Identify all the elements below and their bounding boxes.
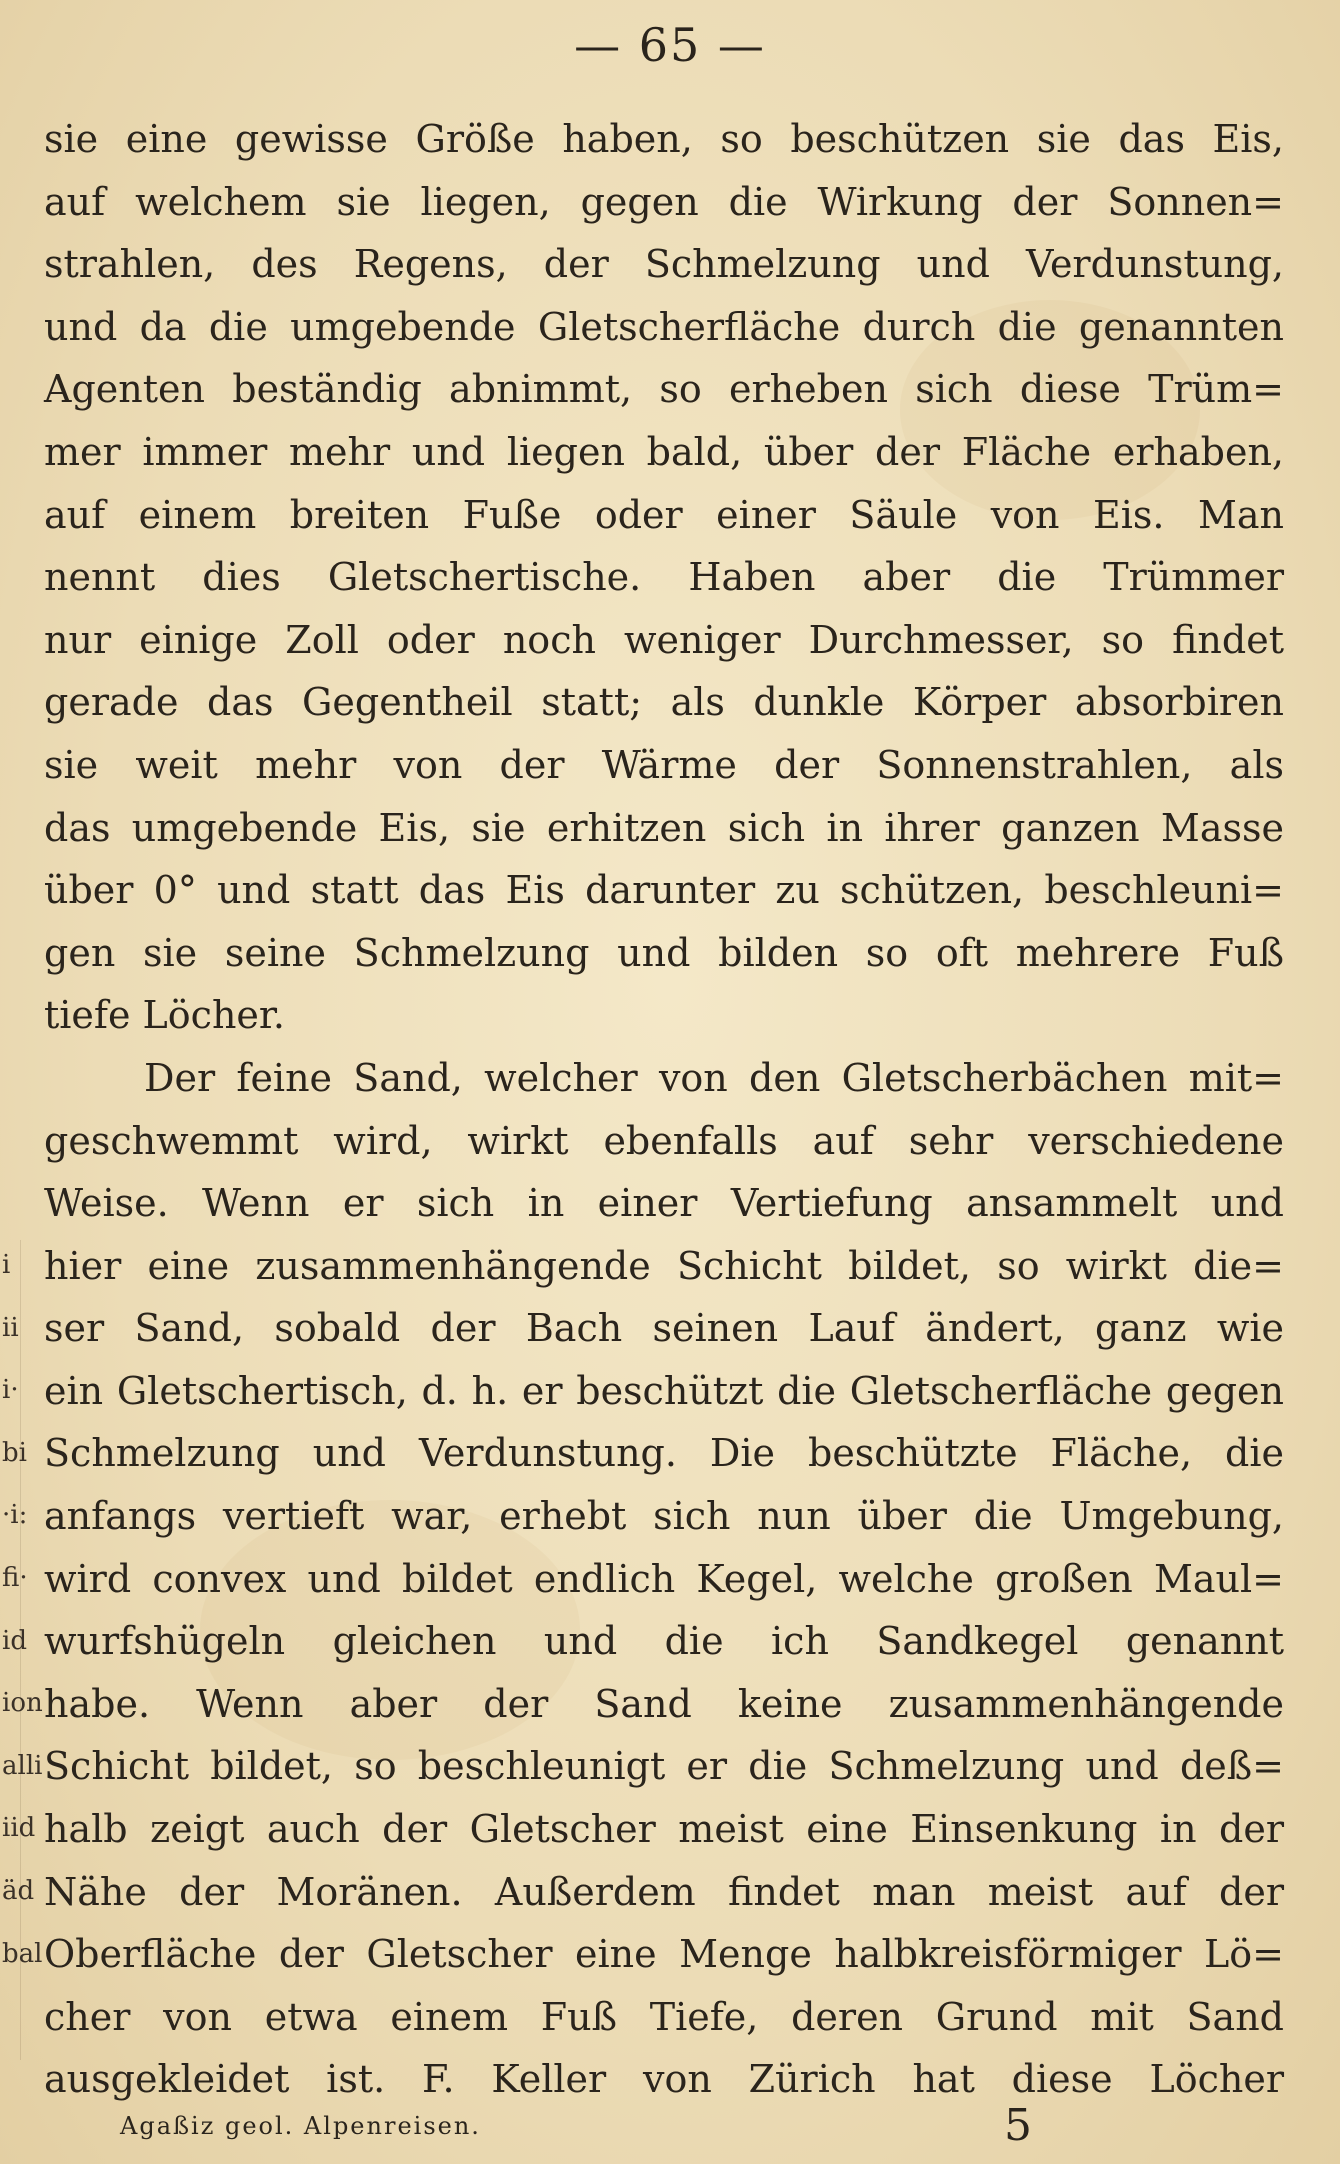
text-line: anfangs vertieft war, erhebt sich nun über die Umgebung, xyxy=(44,1494,1284,1539)
margin-mark: ion xyxy=(2,1688,43,1719)
text-line: Nähe der Moränen. Außerdem findet man meist auf der xyxy=(44,1869,1284,1914)
text-line: sie weit mehr von der Wärme der Sonnenstrahlen, als xyxy=(44,742,1284,787)
text-line: wird convex und bildet endlich Kegel, welche großen Maul= xyxy=(44,1556,1284,1601)
text-line: hier eine zusammenhängende Schicht bildet, so wirkt die= xyxy=(44,1243,1284,1288)
margin-bleed-through xyxy=(0,1240,43,2060)
text-line: auf einem breiten Fuße oder einer Säule von Eis. Man xyxy=(44,492,1284,537)
text-line: ser Sand, sobald der Bach seinen Lauf ändert, ganz wie xyxy=(44,1306,1284,1351)
text-line: gerade das Gegentheil statt; als dunkle Körper absorbiren xyxy=(44,680,1284,725)
margin-mark: äd xyxy=(2,1876,35,1906)
sheet-signature: 5 xyxy=(1004,2100,1032,2151)
text-line: ein Gletschertisch, d. h. er beschützt die Gletscherfläche gegen xyxy=(44,1368,1284,1413)
footer-signature-line: Agaßiz geol. Alpenreisen. xyxy=(120,2112,481,2140)
text-line: sie eine gewisse Größe haben, so beschützen sie das Eis, xyxy=(44,117,1284,161)
text-line: halb zeigt auch der Gletscher meist eine Einsenkung in der xyxy=(44,1807,1284,1852)
body-text xyxy=(44,108,1284,2111)
text-line: das umgebende Eis, sie erhitzen sich in ihrer ganzen Masse xyxy=(44,805,1284,850)
text-line: und da die umgebende Gletscherfläche durch die genannten xyxy=(44,304,1284,349)
page-number: — 65 — xyxy=(574,18,766,72)
text-line: wurfshügeln gleichen und die ich Sandkegel genannt xyxy=(44,1619,1284,1664)
text-line: ausgekleidet ist. F. Keller von Zürich hat diese Löcher xyxy=(44,2057,1284,2102)
margin-mark: id xyxy=(2,1625,27,1656)
margin-mark: i xyxy=(2,1250,11,1280)
text-line: Oberfläche der Gletscher eine Menge halbkreisförmiger Lö= xyxy=(44,1932,1284,1977)
margin-mark: fi· xyxy=(2,1563,28,1593)
text-line: nennt dies Gletschertische. Haben aber die Trümmer xyxy=(44,555,1284,600)
text-line: Weise. Wenn er sich in einer Vertiefung ansammelt und xyxy=(44,1181,1284,1226)
text-line: Agenten beständig abnimmt, so erheben sich diese Trüm= xyxy=(44,367,1284,412)
text-line: Schicht bildet, so beschleunigt er die Schmelzung und deß= xyxy=(44,1744,1284,1789)
margin-mark: i· xyxy=(2,1375,19,1406)
margin-mark: alli xyxy=(2,1750,43,1781)
text-line: Schmelzung und Verdunstung. Die beschützte Fläche, die xyxy=(44,1431,1284,1476)
margin-mark: ii xyxy=(2,1312,19,1343)
text-line: auf welchem sie liegen, gegen die Wirkung der Sonnen= xyxy=(44,179,1284,224)
text-line: gen sie seine Schmelzung und bilden so oft mehrere Fuß xyxy=(44,930,1284,975)
text-line: nur einige Zoll oder noch weniger Durchmesser, so findet xyxy=(44,617,1284,662)
text-line: habe. Wenn aber der Sand keine zusammenhängende xyxy=(44,1681,1284,1726)
text-line: geschwemmt wird, wirkt ebenfalls auf sehr verschiedene xyxy=(44,1118,1284,1163)
text-line: cher von etwa einem Fuß Tiefe, deren Grund mit Sand xyxy=(44,1994,1284,2039)
margin-mark: iid xyxy=(2,1813,36,1844)
text-line: über 0° und statt das Eis darunter zu schützen, beschleuni= xyxy=(44,868,1284,913)
text-line: tiefe Löcher. xyxy=(44,993,285,1038)
text-line: mer immer mehr und liegen bald, über der Fläche erhaben, xyxy=(44,429,1284,474)
text-line: strahlen, des Regens, der Schmelzung und Verdunstung, xyxy=(44,242,1284,287)
margin-mark: bal xyxy=(2,1938,43,1969)
text-line: Der feine Sand, welcher von den Gletscherbächen mit= xyxy=(144,1055,1284,1100)
margin-mark: ·i: xyxy=(2,1500,28,1531)
margin-mark: bi xyxy=(2,1437,27,1468)
